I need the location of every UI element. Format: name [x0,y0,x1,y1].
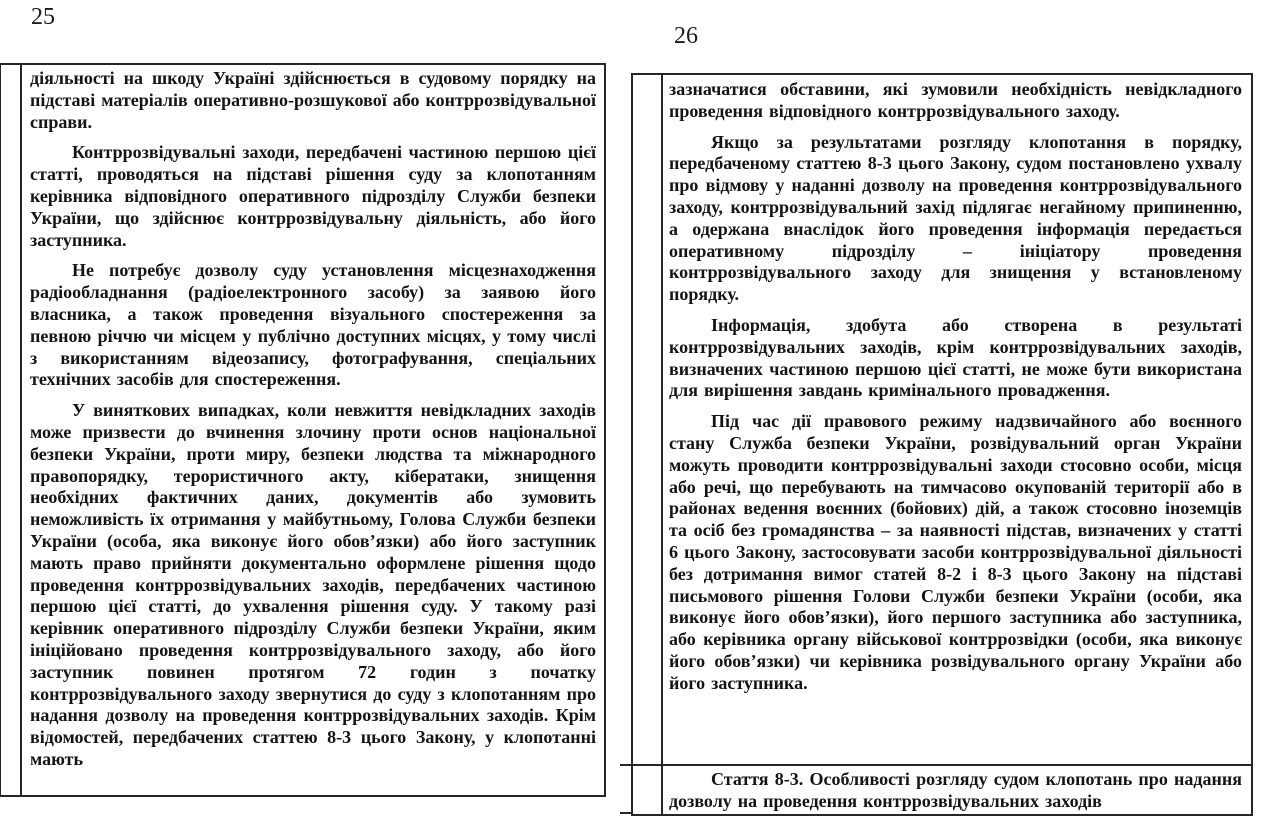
paragraph: Якщо за результатами розгляду клопотання в порядку, передбаченому статтею 8-3 цього Закону, судом постановлено ухвалу про відмову у наданні дозволу на проведення контррозвідувального заходу, контррозвідувальний захід підлягає негайному припиненню, а одержана внаслідок його проведення інформація передається оперативному підрозділу – ініціатору проведення контррозвідувального заходу для знищення у встановленому порядку. [669,131,1242,305]
paragraph: Під час дії правового режиму надзвичайного або воєнного стану Служба безпеки України, розвідувальний орган України можуть проводити контррозвідувальні заходи стосовно особи, місця або речі, що перебувають на тимчасово окупованій території або в районах ведення воєнних (бойових) дій, а також стосовно іноземців та осіб без громадянства – за наявності підстав, визначених у статті 6 цього Закону, застосовувати засоби контррозвідувальної діяльності без дотримання вимог статей 8-2 і 8-3 цього Закону на підставі письмового рішення Голови Служби безпеки України (особи, яка виконує його обов’язки), його першого заступника або заступника, або керівника органу військової контррозвідки (особи, яка виконує його обов’язки) чи керівника розвідувального органу України або його заступника. [669,411,1242,693]
left-page-text-box [0,63,606,797]
right-margin-column-divider [661,75,663,814]
row-divider [633,764,1251,766]
bottom-border-tick [620,812,633,814]
article-heading-row [669,769,1242,813]
paragraph: У виняткових випадках, коли невжиття невідкладних заходів може призвести до вчинення злочину проти основ національної безпеки України, проти миру, безпеки людства та міжнародного правопорядку, терористичного акту, кібератаки, знищення необхідних фактичних даних, документів або зумовить неможливість їх отримання у майбутньому, Голова Служби безпеки України (особа, яка виконує його обов’язки) або його заступник мають право прийняти документально оформлене рішення щодо проведення контррозвідувальних заходів, передбачених частиною першою цієї статті, до ухвалення рішення суду. У такому разі керівник оперативного підрозділу Служби безпеки України, яким ініційовано проведення контррозвідувального заходу, або його заступник повинен протягом 72 годин з початку контррозвідувального заходу звернутися до суду з клопотанням про надання дозволу на проведення контррозвідувальних заходів. Крім відомостей, передбачених статтею 8-3 цього Закону, у клопотанні мають [30,400,596,769]
page-number-right: 26 [674,23,698,49]
left-page-text-column [30,68,596,794]
right-page-table [631,73,1253,816]
article-heading: Стаття 8-3. Особливості розгляду судом клопотань про надання дозволу на проведення контррозвідувальних заходів [669,769,1242,811]
paragraph: Не потребує дозволу суду установлення місцезнаходження радіообладнання (радіоелектронного засобу) за заявою його власника, а також проведення візуального спостереження за певною річчю чи місцем у публічно доступних місцях, у тому числі з використанням відеозапису, фотографування, спеціальних технічних засобів для спостереження. [30,260,596,390]
paragraph: Інформація, здобута або створена в результаті контррозвідувальних заходів, крім контррозвідувальних заходів, визначених частиною першою цієї статті, не може бути використана для вирішення завдань кримінального провадження. [669,314,1242,401]
row-divider-tick [620,764,633,766]
page-number-left: 25 [31,4,55,30]
right-page-text-column [669,79,1242,762]
paragraph: Контррозвідувальні заходи, передбачені частиною першою цієї статті, проводяться на підставі рішення суду за клопотанням керівника відповідного оперативного підрозділу Служби безпеки України, що здійснює контррозвідувальну діяльність, або його заступника. [30,142,596,250]
left-margin-column-divider [20,65,22,795]
paragraph: зазначатися обставини, які зумовили необхідність невідкладного проведення відповідного контррозвідувального заходу. [669,79,1242,121]
paragraph: діяльності на шкоду Україні здійснюється в судовому порядку на підставі матеріалів оперативно-розшукової або контррозвідувальної справи. [30,68,596,132]
